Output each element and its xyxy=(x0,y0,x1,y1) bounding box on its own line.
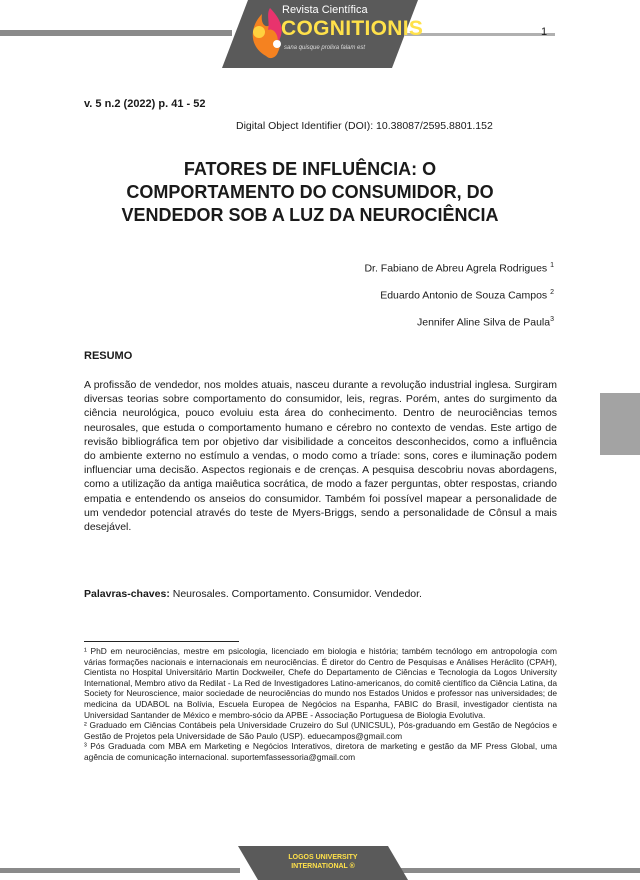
author-name: Dr. Fabiano de Abreu Agrela Rodrigues xyxy=(364,262,548,275)
header-rule-left xyxy=(0,30,232,36)
footnote-divider xyxy=(84,641,239,642)
footnote-1: ¹ PhD em neurociências, mestre em psicologia, licenciado em biologia e história; também tecnólogo em antropologia com várias formações nacionais e internacionais em neurociências. É diretor do Centro de Pesquisas e Análises Heráclito (CPAH), Cientista no Hospital Universitário Martin Dockweiler, Chefe do Departamento de Ciências e Tecnologia da Logos University International, Membro ativo da Redilat - La Red de Investigadores Latino-americanos, do comitê científico da Ciência Latina, da Society for Neuroscience, maior sociedade de neurociências do mundo nos Estados Unidos e professor nas universidades; de medicina da UDABOL na Bolívia, Escuela Europea de Negócios na Espanha, FABIC do Brasil, investigador cientista na Universidad Santander de México e membro-sócio da APBE - Associação Portuguesa de Biologia Evolutiva. xyxy=(84,646,557,720)
author-mark: 2 xyxy=(550,289,554,296)
keywords xyxy=(84,588,422,600)
title-line: FATORES DE INFLUÊNCIA: O xyxy=(183,159,437,179)
footer-line: LOGOS UNIVERSITY xyxy=(288,854,358,861)
abstract-heading: RESUMO xyxy=(84,350,133,362)
page-number: 1 xyxy=(541,26,548,38)
abstract-text: A profissão de vendedor, nos moldes atuais, nasceu durante a revolução industrial inglesa. Surgiram diversas teorias sobre comportamento do consumidor, leis, regras. Porém, antes do surgimento da ciência neurológica, pouco evoluiu esta área do conhecimento. Dentro de neurociências temos neurosales, que estuda o comportamento humano e cérebro no contexto de vendas. Este artigo de revisão bibliográfica tem por objetivo dar visibilidade a conceitos desconhecidos, como a influência do ambiente externo no estímulo a vendas, o modo como a tríade: sons, cores e iluminação podem influenciar uma decisão. Aspectos regionais e de crenças. A pesquisa descobriu novas abordagens, como a utilização da antiga maiêutica socrática, de modo a fazer perguntas, obter respostas, criando empatia e entendendo os anseios do consumidor. Também foi possível mapear a personalidade de um vendedor potencial através do teste de Myers-Briggs, sendo a personalidade de Cônsul a mais desejável. xyxy=(84,379,557,534)
author-1 xyxy=(364,262,554,275)
article-title xyxy=(60,158,560,227)
author-name: Eduardo Antonio de Souza Campos xyxy=(380,289,548,302)
journal-tagline: sana quisque prolixa falam est xyxy=(284,45,366,51)
author-3 xyxy=(417,316,554,329)
side-tab-marker xyxy=(600,393,640,455)
author-name: Jennifer Aline Silva de Paula xyxy=(417,316,551,329)
doi: Digital Object Identifier (DOI): 10.38087/2595.8801.152 xyxy=(236,120,493,132)
title-line: COMPORTAMENTO DO CONSUMIDOR, DO xyxy=(126,182,494,202)
keywords-label: Palavras-chaves: xyxy=(84,588,170,600)
journal-name: COGNITIONIS xyxy=(281,17,424,40)
header-rule-right xyxy=(405,33,555,36)
author-2 xyxy=(380,289,554,302)
footer-line: INTERNATIONAL ® xyxy=(291,863,355,870)
volume-info: v. 5 n.2 (2022) p. 41 - 52 xyxy=(84,98,206,110)
author-mark: 1 xyxy=(550,262,554,269)
keywords-value: Neurosales. Comportamento. Consumidor. Vendedor. xyxy=(172,588,422,600)
footnotes xyxy=(84,646,557,763)
footer-logo-text xyxy=(238,853,408,871)
footer-rule-left xyxy=(0,868,240,873)
footnote-2: ² Graduado em Ciências Contábeis pela Universidade Cruzeiro do Sul (UNICSUL), Pós-graduando em Gestão de Negócios e Gestão de Projetos pela Universidade de São Paulo (USP). eduecampos@gmail.com xyxy=(84,720,557,741)
title-line: VENDEDOR SOB A LUZ DA NEUROCIÊNCIA xyxy=(121,205,499,225)
footer-rule-right xyxy=(400,868,640,873)
author-mark: 3 xyxy=(550,316,554,323)
journal-subtitle: Revista Científica xyxy=(282,4,368,16)
footnote-3: ³ Pós Graduada com MBA em Marketing e Negócios Interativos, diretora de marketing e gestão da MF Press Global, uma agência de comunicação internacional. suportemfassessoria@gmail.com xyxy=(84,741,557,762)
